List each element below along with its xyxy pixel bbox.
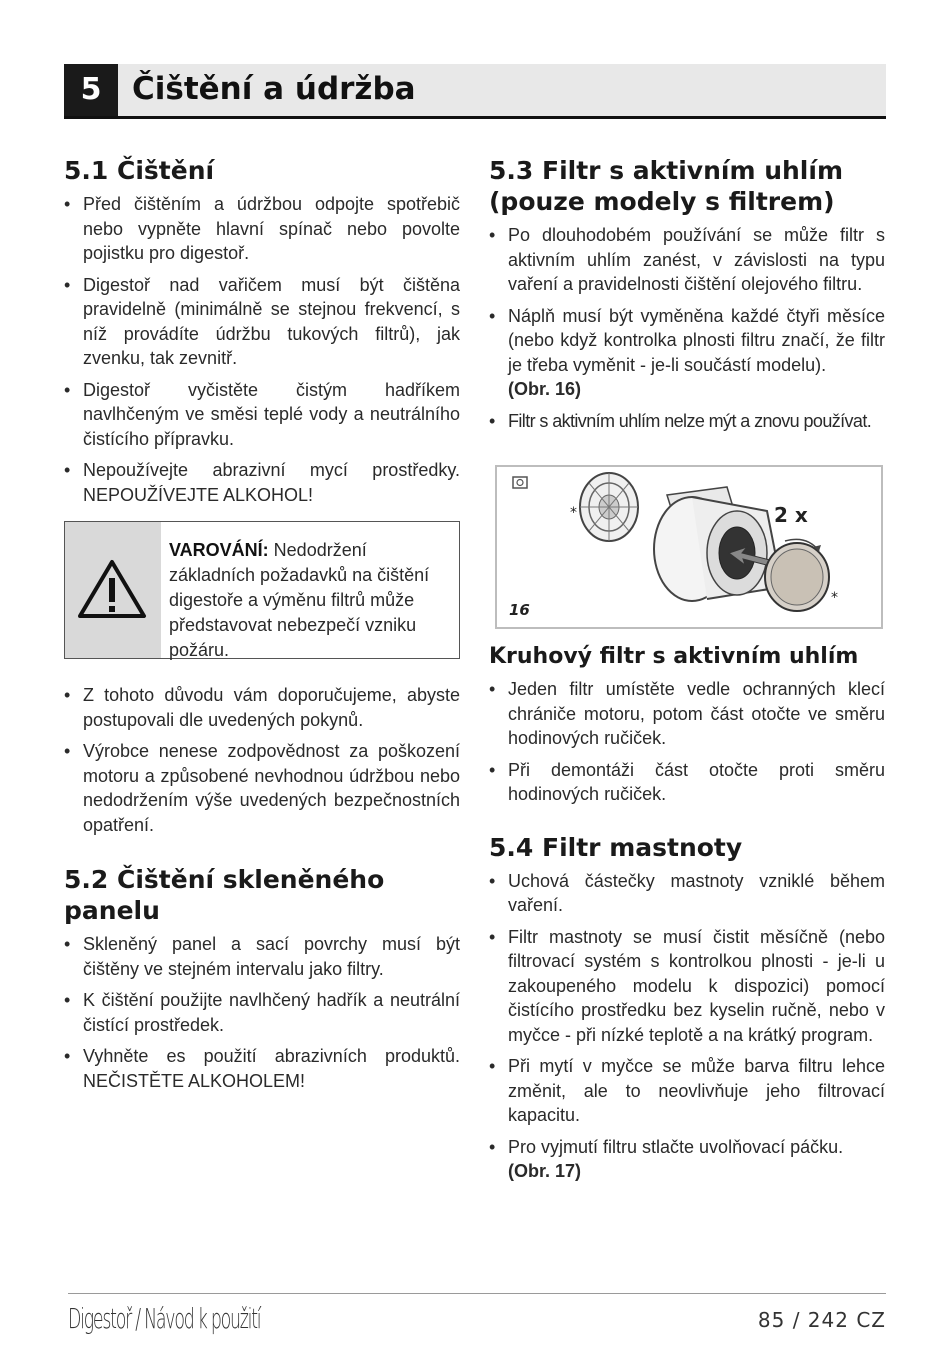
section-5-3-list — [489, 223, 885, 433]
section-5-1-list — [64, 192, 460, 507]
figure-reference: (Obr. 17) — [508, 1161, 582, 1181]
warning-icon-area — [65, 522, 161, 658]
list-item: • Po dlouhodobém používání se může filtr s aktivním uhlím zanést, v závislosti na typu vaření a pravidelnosti čištění olejového filtru. — [489, 225, 885, 294]
section-5-1-title: 5.1 Čištění — [64, 156, 215, 185]
list-item: • Skleněný panel a sací povrchy musí být čištěny ve stejném intervalu jako filtry. — [64, 934, 460, 979]
section-5-2-list — [64, 932, 460, 1093]
circular-filter-list — [489, 677, 885, 807]
warning-box — [64, 521, 460, 659]
list-item: • K čištění použijte navlhčený hadřík a neutrální čistící prostředek. — [64, 990, 460, 1035]
list-item: • Při mytí v myčce se může barva filtru lehce změnit, ale to neovlivňuje jeho filtrovací kapacitu. — [489, 1056, 885, 1125]
warning-label: VAROVÁNÍ: — [169, 540, 269, 560]
list-item: • Uchová částečky mastnoty vzniklé během vaření. — [489, 870, 885, 915]
list-item: • Digestoř vyčistěte čistým hadříkem navlhčeným ve směsi teplé vody a neutrálního čistícího přípravku. — [64, 379, 460, 449]
section-5-4-list — [489, 869, 885, 1184]
svg-text:*: * — [831, 590, 838, 606]
list-item: • Náplň musí být vyměněna každé čtyři měsíce (nebo když kontrolka plnosti filtru značí, že filtr je třeba vyměnit - je-li součástí modelu). (Obr. 16) — [489, 304, 885, 402]
list-item: • Pro vyjmutí filtru stlačte uvolňovací páčku. (Obr. 17) — [489, 1135, 885, 1184]
circular-filter-title: Kruhový filtr s aktivním uhlím — [489, 644, 859, 669]
list-item: • Nepoužívejte abrazivní mycí prostředky. NEPOUŽÍVEJTE ALKOHOL! — [64, 460, 460, 505]
list-item: • Filtr mastnoty se musí čistit měsíčně (nebo filtrovací systém s kontrolkou plnosti - je-li u zakoupeného modelu k dispozici) pomocí čistícího prostředku bez kyselin ručně, nebo v myčce - při nízké teplotě a na krátký program. — [489, 926, 885, 1045]
list-item: • Výrobce nenese zodpovědnost za poškození motoru a způsobené nevhodnou údržbou nebo nedodržením výše uvedených bezpečnostních opatření. — [64, 741, 460, 835]
warning-triangle-icon — [77, 558, 147, 620]
list-item: • Vyhněte es použití abrazivních produktů. NEČISTĚTE ALKOHOLEM! — [64, 1046, 460, 1091]
chapter-number: 5 — [64, 64, 118, 116]
list-item: • Při demontáži část otočte proti směru hodinových ručiček. — [489, 759, 885, 804]
section-5-3-title: 5.3 Filtr s aktivním uhlím (pouze modely s filtrem) — [489, 156, 843, 216]
carbon-filter-illustration — [497, 467, 881, 627]
section-5-2-title: 5.2 Čištění skleněného panelu — [64, 865, 385, 925]
list-item: • Jeden filtr umístěte vedle ochranných klecí chrániče motoru, potom část otočte ve směru hodinových ručiček. — [489, 679, 885, 748]
list-item: • Z tohoto důvodu vám doporučujeme, abyste postupovali dle uvedených pokynů. — [64, 685, 460, 730]
section-5-1-list-2 — [64, 683, 460, 837]
figure-number: 16 — [509, 601, 530, 619]
svg-text:*: * — [570, 505, 577, 521]
figure-multiplier: 2 x — [774, 503, 808, 527]
chapter-header — [64, 64, 886, 119]
figure-16 — [495, 465, 883, 629]
section-5-4-title: 5.4 Filtr mastnoty — [489, 832, 743, 862]
footer-divider — [68, 1293, 886, 1294]
list-item: • Digestoř nad vařičem musí být čištěna pravidelně (minimálně se stejnou frekvencí, s níž provádíte údržbu tukových filtrů), jak zvenku, tak zevnitř. — [64, 274, 460, 368]
right-column — [489, 155, 885, 1191]
chapter-title: Čištění a údržba — [132, 71, 416, 107]
warning-text: VAROVÁNÍ: Nedodržení základních požadavků na čištění digestoře a výměnu filtrů může představovat nebezpečí vzniku požáru. — [169, 540, 430, 660]
footer-document-title: Digestoř / Návod k použití — [68, 1302, 261, 1335]
figure-reference: (Obr. 16) — [508, 379, 582, 399]
left-column — [64, 155, 460, 1100]
list-item: • Před čištěním a údržbou odpojte spotřebič nebo vypněte hlavní spínač nebo povolte pojistku pro digestoř. — [64, 194, 460, 263]
footer-page-number: 85 / 242 CZ — [757, 1308, 886, 1332]
list-item: • Filtr s aktivním uhlím nelze mýt a znovu používat. — [489, 410, 872, 431]
manual-icon — [513, 477, 527, 488]
